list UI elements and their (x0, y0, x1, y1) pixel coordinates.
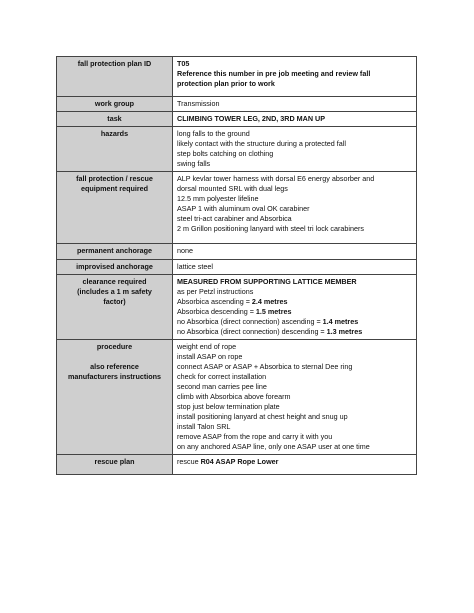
table-row (57, 455, 417, 475)
row-label-line: work group (94, 99, 135, 108)
value-text: stop just below termination plate (177, 402, 280, 411)
row-label-line: manufacturers instructions (67, 372, 162, 381)
row-value-line (177, 79, 412, 89)
row-label-line: factor) (103, 297, 126, 306)
row-value (173, 112, 417, 127)
value-text: steel tri-act carabiner and Absorbica (177, 214, 292, 223)
row-label-line: fall protection plan ID (77, 59, 152, 68)
value-text: ASAP 1 with aluminum oval OK carabiner (177, 204, 310, 213)
value-text: on any anchored ASAP line, only one ASAP user at one time (177, 442, 370, 451)
table-row (57, 127, 417, 172)
row-value (173, 127, 417, 172)
row-value-line (177, 362, 412, 372)
value-text: no Absorbica (direct connection) descending = (177, 327, 327, 336)
table-row (57, 57, 417, 97)
row-label (57, 340, 173, 455)
row-value-line (177, 432, 412, 442)
row-value-line (177, 287, 412, 297)
value-text: install positioning lanyard at chest height and snug up (177, 412, 348, 421)
value-text: long falls to the ground (177, 129, 250, 138)
row-value (173, 244, 417, 260)
row-value-line (177, 402, 412, 412)
table-row (57, 172, 417, 244)
row-value-line (177, 297, 412, 307)
row-label-line: permanent anchorage (76, 246, 153, 255)
row-value-line (177, 194, 412, 204)
row-label (57, 260, 173, 275)
row-value-line (177, 457, 412, 467)
row-value-line (177, 352, 412, 362)
row-label (57, 244, 173, 260)
value-text: as per Petzl instructions (177, 287, 254, 296)
row-value-line (177, 159, 412, 169)
value-text: second man carries pee line (177, 382, 267, 391)
row-label (57, 112, 173, 127)
row-label (57, 455, 173, 475)
value-text: install ASAP on rope (177, 352, 243, 361)
row-value-line (177, 174, 412, 184)
value-text: remove ASAP from the rope and carry it with you (177, 432, 333, 441)
row-value (173, 57, 417, 97)
value-text: likely contact with the structure during a protected fall (177, 139, 346, 148)
value-text: dorsal mounted SRL with dual legs (177, 184, 288, 193)
row-label-line: fall protection / rescue (76, 174, 153, 183)
row-value-line (177, 317, 412, 327)
row-label-line: (includes a 1 m safety (77, 287, 152, 296)
row-value-line (177, 422, 412, 432)
table-row (57, 340, 417, 455)
row-value-line (177, 149, 412, 159)
value-text: protection plan prior to work (177, 79, 275, 88)
plan-table-body (57, 57, 417, 475)
row-label-line: procedure (96, 342, 133, 351)
row-value-line (177, 69, 412, 79)
table-row (57, 275, 417, 340)
value-emphasis: 1.5 metres (255, 307, 292, 316)
row-value-line (177, 246, 412, 256)
row-value-line (177, 184, 412, 194)
value-text: 12.5 mm polyester lifeline (177, 194, 259, 203)
value-text: install Talon SRL (177, 422, 231, 431)
value-text: T05 (177, 59, 190, 68)
row-label-line (61, 352, 168, 362)
row-label (57, 57, 173, 97)
row-value-line (177, 412, 412, 422)
row-value-line (177, 224, 412, 234)
value-text: no Absorbica (direct connection) ascending = (177, 317, 323, 326)
row-value-line (177, 342, 412, 352)
row-value-line (177, 442, 412, 452)
row-value-line (177, 99, 412, 109)
value-text: check for correct installation (177, 372, 267, 381)
row-label (57, 97, 173, 112)
table-row (57, 112, 417, 127)
row-label-line: clearance required (82, 277, 147, 286)
row-value-line (177, 114, 412, 124)
row-label-line: rescue plan (94, 457, 135, 466)
row-value-line (177, 139, 412, 149)
fall-protection-plan-table (56, 56, 417, 475)
row-value-line (177, 129, 412, 139)
row-value (173, 455, 417, 475)
value-text: Absorbica ascending = (177, 297, 252, 306)
value-text: lattice steel (177, 262, 213, 271)
row-label-line: equipment required (80, 184, 149, 193)
value-text: climb with Absorbica above forearm (177, 392, 291, 401)
value-text: ALP kevlar tower harness with dorsal E6 energy absorber and (177, 174, 375, 183)
row-value (173, 172, 417, 244)
table-row (57, 97, 417, 112)
value-text: none (177, 246, 193, 255)
table-row (57, 260, 417, 275)
value-emphasis: 1.4 metres (322, 317, 359, 326)
value-text: Reference this number in pre job meeting and review fall (177, 69, 371, 78)
value-text: CLIMBING TOWER LEG, 2ND, 3RD MAN UP (177, 114, 326, 123)
value-emphasis: R04 ASAP Rope Lower (200, 457, 279, 466)
value-text: step bolts catching on clothing (177, 149, 274, 158)
value-text: Transmission (177, 99, 220, 108)
row-value-line (177, 59, 412, 69)
row-value-line (177, 214, 412, 224)
row-value-line (177, 382, 412, 392)
row-value-line (177, 204, 412, 214)
row-label (57, 172, 173, 244)
row-value (173, 260, 417, 275)
value-text: 2 m Grillon positioning lanyard with steel tri lock carabiners (177, 224, 364, 233)
row-value-line (177, 262, 412, 272)
row-value (173, 275, 417, 340)
row-value (173, 340, 417, 455)
table-row (57, 244, 417, 260)
value-text: Absorbica descending = (177, 307, 256, 316)
row-label-line: hazards (100, 129, 129, 138)
row-value (173, 97, 417, 112)
value-text: MEASURED FROM SUPPORTING LATTICE MEMBER (177, 277, 357, 286)
row-label-line: task (107, 114, 122, 123)
row-value-line (177, 392, 412, 402)
row-value-line (177, 327, 412, 337)
row-value-line (177, 277, 412, 287)
row-value-line (177, 372, 412, 382)
value-text: connect ASAP or ASAP + Absorbica to sternal Dee ring (177, 362, 353, 371)
row-label-line: improvised anchorage (76, 262, 153, 271)
value-emphasis: 2.4 metres (251, 297, 288, 306)
row-label (57, 127, 173, 172)
value-text: weight end of rope (177, 342, 237, 351)
value-text: swing falls (177, 159, 211, 168)
value-text: rescue (177, 457, 201, 466)
value-emphasis: 1.3 metres (326, 327, 363, 336)
row-value-line (177, 307, 412, 317)
row-label-line: also reference (90, 362, 139, 371)
row-label (57, 275, 173, 340)
